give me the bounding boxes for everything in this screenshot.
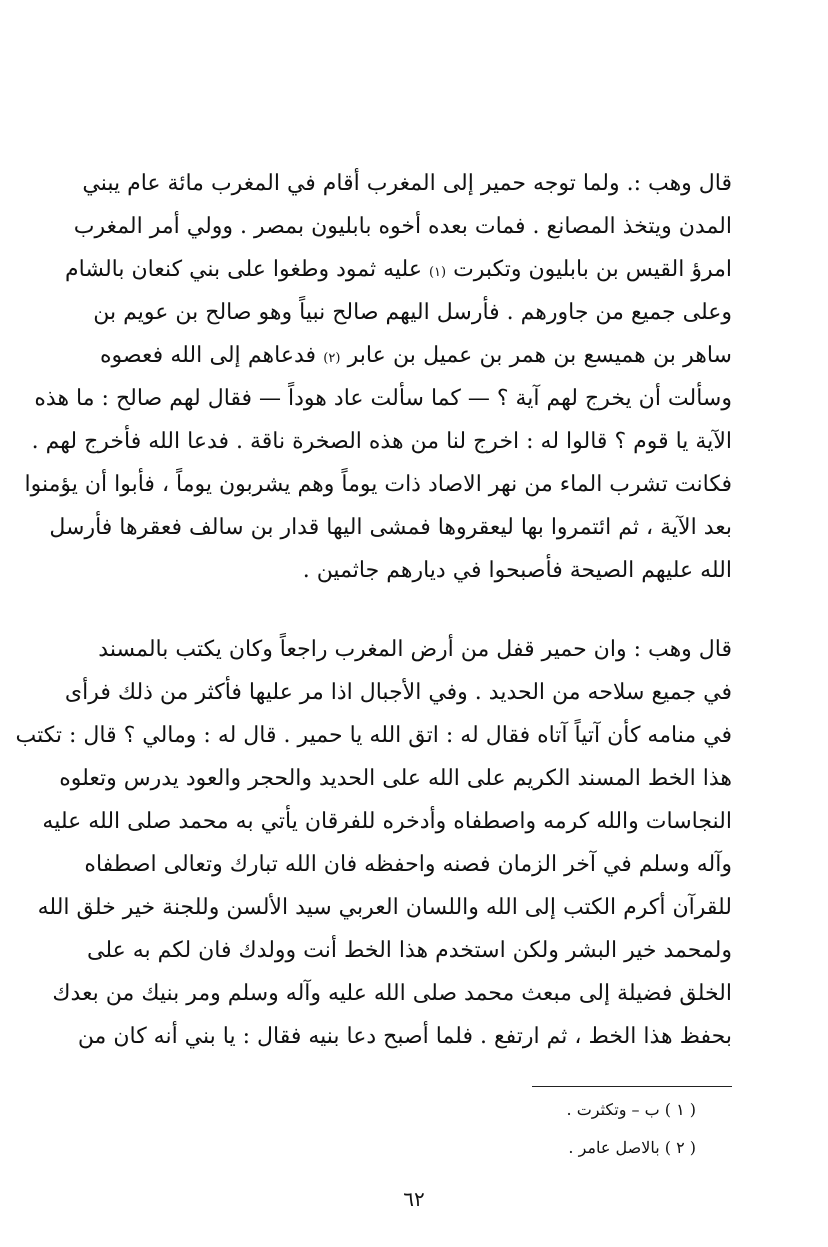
text-line: ساهر بن هميسع بن همر بن عميل بن عابر (٢) فدعاهم إلى الله فعصوه (100, 343, 732, 368)
text-line: في جميع سلاحه من الحديد . وفي الأجبال اذا مر عليها فأكثر من ذلك فرأى (64, 680, 732, 705)
footnote-marker: (١) (428, 265, 447, 280)
text-line: الآية يا قوم ؟ قالوا له : اخرج لنا من هذه الصخرة ناقة . فدعا الله فأخرج لهم . (31, 429, 732, 454)
text-line: النجاسات والله كرمه واصطفاه وأدخره للفرقان يأتي به محمد صلى الله عليه (42, 809, 732, 834)
page-number: ٦٢ (403, 1187, 425, 1211)
text-line: للقرآن أكرم الكتب إلى الله واللسان العربي سيد الألسن وللجنة خير خلق الله (37, 895, 732, 920)
text-line: وسألت أن يخرج لهم آية ؟ — كما سألت عاد هوداً — فقال لهم صالح : ما هذه (34, 386, 732, 411)
text-line: هذا الخط المسند الكريم على الله على الحديد والحجر والعود يدرس وتعلوه (59, 766, 732, 791)
footnote-divider (532, 1086, 732, 1087)
text-line: الله عليهم الصيحة فأصبحوا في ديارهم جاثمين . (302, 558, 732, 583)
text-line: ولمحمد خير البشر ولكن استخدم هذا الخط أنت وولدك فان لكم به على (87, 938, 732, 963)
text-line: قال وهب : وان حمير قفل من أرض المغرب راجعاً وكان يكتب بالمسند (98, 637, 732, 662)
footnote-1: ( ١ ) ب – وتكثرت . (566, 1100, 696, 1119)
text-line: بعد الآية ، ثم ائتمروا بها ليعقروها فمشى اليها قدار بن سالف فعقرها فأرسل (49, 515, 732, 540)
text-line: وعلى جميع من جاورهم . فأرسل اليهم صالح نبياً وهو صالح بن عويم بن (93, 300, 732, 325)
text-line: بحفظ هذا الخط ، ثم ارتفع . فلما أصبح دعا بنيه فقال : يا بني أنه كان من (77, 1024, 732, 1049)
text-line: في منامه كأن آتياً آتاه فقال له : اتق الله يا حمير . قال له : ومالي ؟ قال : تكتب (15, 723, 732, 748)
footnote-2: ( ٢ ) بالاصل عامر . (568, 1138, 696, 1157)
text-line: وآله وسلم في آخر الزمان فصنه واحفظه فان الله تبارك وتعالى اصطفاه (84, 852, 732, 877)
text-line: المدن ويتخذ المصانع . فمات بعده أخوه بابليون بمصر . وولي أمر المغرب (73, 214, 732, 239)
text-line: الخلق فضيلة إلى مبعث محمد صلى الله عليه وآله وسلم ومر بنيك من بعدك (52, 981, 732, 1006)
footnote-marker: (٢) (323, 351, 341, 366)
text-line: فكانت تشرب الماء من نهر الاصاد ذات يوماً وهم يشربون يوماً ، فأبوا أن يؤمنوا (24, 472, 732, 497)
text-line: امرؤ القيس بن بابليون وتكبرت (١) عليه ثمود وطغوا على بني كنعان بالشام (65, 257, 732, 282)
text-line: قال وهب :. ولما توجه حمير إلى المغرب أقام في المغرب مائة عام يبني (82, 171, 732, 196)
